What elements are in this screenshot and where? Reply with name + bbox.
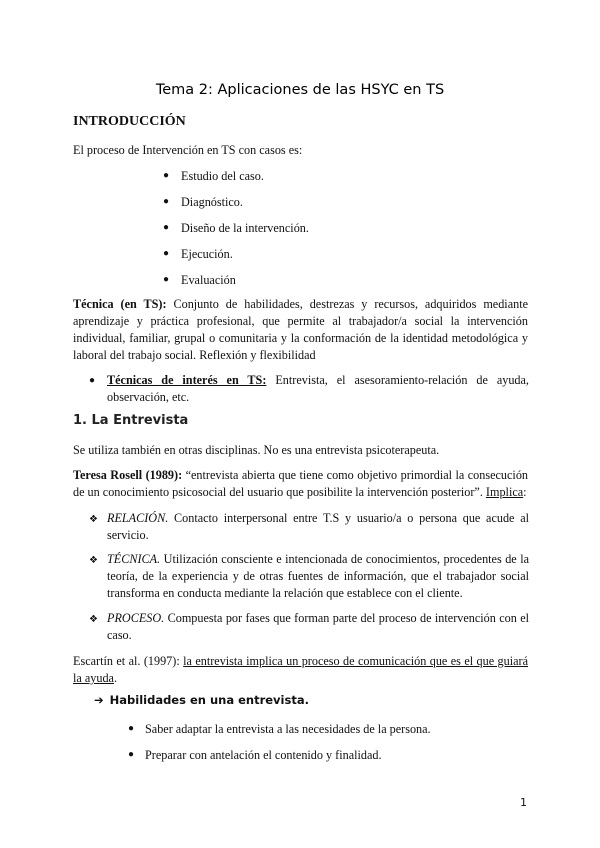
list-item bbox=[89, 610, 529, 644]
intro-text: El proceso de Intervención en TS con casos es: bbox=[73, 143, 303, 157]
list-item: ● Ejecución. bbox=[163, 247, 233, 261]
habilidades-heading: ➔ Habilidades en una entrevista. bbox=[94, 693, 309, 707]
diamond-bullet-icon: ❖ bbox=[89, 514, 98, 525]
list-item: ● Saber adaptar la entrevista a las necesidades de la persona. bbox=[128, 722, 431, 736]
list-item: ● Diagnóstico. bbox=[163, 195, 243, 209]
bullet-icon: ● bbox=[163, 248, 170, 259]
item-term: TÉCNICA. bbox=[107, 552, 161, 566]
bullet-icon: ● bbox=[163, 196, 170, 207]
bullet-icon: ● bbox=[163, 274, 170, 285]
escartin-citation: Escartín et al. (1997): la entrevista implica un proceso de comunicación que es el que guiará la ayuda. bbox=[73, 654, 528, 685]
tecnica-text: Conjunto de habilidades, destrezas y recursos, adquiridos mediante aprendizaje y práctica profesional, que permite al trabajador/a social la intervención individual, familiar, grupal o comunitaria y la conformación de la identidad metodológica y laboral del trabajo social. Reflexión y flexibilidad bbox=[73, 297, 528, 362]
bullet-icon: ● bbox=[163, 222, 170, 233]
intro-heading: INTRODUCCIÓN bbox=[73, 114, 186, 129]
list-item: ● Estudio del caso. bbox=[163, 169, 264, 183]
list-item bbox=[89, 510, 529, 544]
implica-link-text: Implica bbox=[485, 485, 524, 499]
section-heading-entrevista: 1. La Entrevista bbox=[73, 413, 189, 428]
item-text: Contacto interpersonal entre T.S y usuario/a o persona que acude al servicio. bbox=[107, 511, 529, 542]
tecnica-label: Técnica (en TS): bbox=[73, 297, 167, 311]
diamond-bullet-icon: ❖ bbox=[89, 614, 98, 625]
list-item bbox=[89, 551, 529, 602]
escartin-label: Escartín et al. (1997): bbox=[73, 654, 184, 668]
bullet-icon: ● bbox=[128, 749, 135, 760]
tecnicas-interes-text: Entrevista, el asesoramiento-relación de ayuda, observación, etc. bbox=[107, 373, 529, 404]
escartin-text: la entrevista implica un proceso de comunicación que es el que guiará la ayuda bbox=[73, 654, 528, 685]
tecnicas-interes-label: Técnicas de interés en TS: bbox=[107, 373, 267, 387]
bullet-icon: ● bbox=[89, 375, 96, 386]
tecnica-definition bbox=[73, 296, 528, 364]
item-text: Utilización consciente e intencionada de conocimientos, procedentes de la teoría, de la experiencia y de otras fuentes de información, que el trabajador social transforma en conducta mediante la relación que establece con el cliente. bbox=[107, 552, 529, 600]
rosell-quote: “entrevista abierta que tiene como objetivo primordial la consecución de un conocimiento psicosocial del usuario que posibilite la intervención posterior”. bbox=[73, 468, 529, 499]
phases-list bbox=[163, 168, 309, 298]
item-text: Compuesta por fases que forman parte del proceso de intervención con el caso. bbox=[107, 611, 529, 642]
list-item: ● Preparar con antelación el contenido y finalidad. bbox=[128, 748, 382, 762]
item-term: RELACIÓN. bbox=[107, 511, 169, 525]
list-item: ● Diseño de la intervención. bbox=[163, 221, 309, 235]
habilidades-list bbox=[128, 721, 431, 773]
bullet-icon: ● bbox=[163, 170, 170, 181]
tecnicas-interes-item bbox=[89, 372, 529, 406]
rosell-citation: Teresa Rosell (1989): “entrevista abierta que tiene como objetivo primordial la consecución de un conocimiento psicosocial del usuario que posibilite la intervención posterior”. Implica: bbox=[73, 468, 529, 499]
diamond-bullet-icon: ❖ bbox=[89, 555, 98, 566]
page-number: 1 bbox=[520, 796, 527, 809]
bullet-icon: ● bbox=[128, 723, 135, 734]
rosell-label: Teresa Rosell (1989): bbox=[73, 468, 183, 482]
list-item: ● Evaluación bbox=[163, 273, 236, 287]
item-term: PROCESO. bbox=[107, 611, 165, 625]
entrevista-intro: Se utiliza también en otras disciplinas. No es una entrevista psicoterapeuta. bbox=[73, 443, 440, 457]
arrow-right-icon: ➔ bbox=[94, 693, 104, 707]
page-title: Tema 2: Aplicaciones de las HSYC en TS bbox=[155, 82, 445, 98]
